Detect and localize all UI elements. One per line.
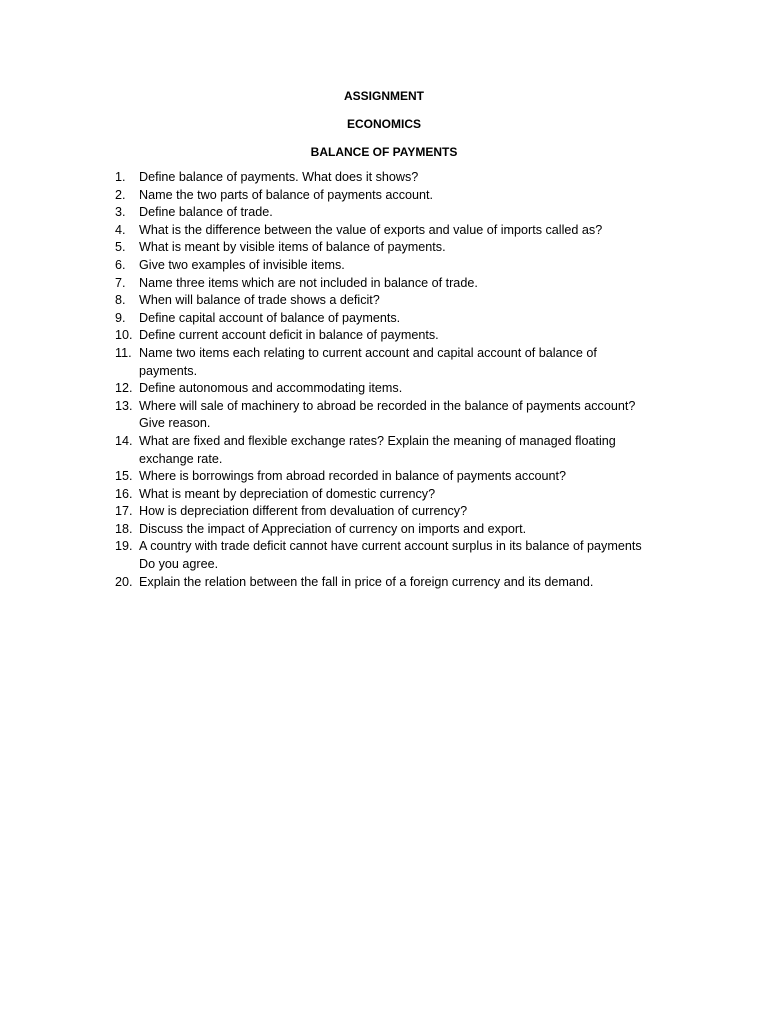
question-text-line: Where is borrowings from abroad recorded in balance of payments account? bbox=[139, 469, 567, 484]
question-text-line: Discuss the impact of Appreciation of currency on imports and export. bbox=[139, 521, 527, 536]
question-item bbox=[115, 239, 685, 257]
question-number: 12. bbox=[115, 381, 133, 396]
question-number: 17. bbox=[115, 504, 133, 519]
question-text-line: Define balance of payments. What does it shows? bbox=[139, 170, 419, 184]
question-item bbox=[115, 521, 685, 539]
question-item bbox=[115, 292, 685, 310]
question-text-line: Name the two parts of balance of payments account. bbox=[139, 187, 434, 202]
question-text-line: Define current account deficit in balance of payments. bbox=[139, 328, 439, 343]
question-text-line: What is meant by depreciation of domestic currency? bbox=[139, 486, 436, 501]
question-text-line: Where will sale of machinery to abroad be recorded in the balance of payments account? bbox=[139, 398, 636, 413]
question-number: 14. bbox=[115, 433, 133, 448]
question-item bbox=[115, 380, 685, 398]
question-text-line: Define capital account of balance of payments. bbox=[139, 310, 401, 325]
question-text-line: A country with trade deficit cannot have current account surplus in its balance of payments bbox=[139, 539, 642, 554]
question-number: 11. bbox=[115, 345, 132, 360]
question-text-line: Do you agree. bbox=[139, 557, 219, 572]
question-number: 4. bbox=[115, 222, 126, 237]
question-number: 15. bbox=[115, 469, 133, 484]
document-topic: BALANCE OF PAYMENTS bbox=[310, 145, 458, 159]
question-item bbox=[115, 169, 685, 187]
question-number: 7. bbox=[115, 275, 126, 290]
question-text-line: exchange rate. bbox=[139, 451, 223, 466]
question-number: 16. bbox=[115, 486, 133, 501]
question-text-line: Name three items which are not included in balance of trade. bbox=[139, 275, 478, 290]
question-number: 20. bbox=[115, 574, 133, 589]
question-text-line: Define autonomous and accommodating items. bbox=[139, 381, 403, 396]
question-item bbox=[115, 433, 685, 468]
question-item bbox=[115, 468, 685, 486]
question-text-line: Name two items each relating to current account and capital account of balance of bbox=[139, 345, 597, 360]
question-text-line: Define balance of trade. bbox=[139, 205, 273, 220]
question-number: 2. bbox=[115, 187, 126, 202]
document-subject: ECONOMICS bbox=[346, 117, 421, 131]
question-item bbox=[115, 327, 685, 345]
question-number: 13. bbox=[115, 398, 133, 413]
question-number: 8. bbox=[115, 293, 126, 308]
question-item bbox=[115, 398, 685, 433]
question-list bbox=[115, 169, 685, 591]
question-item bbox=[115, 257, 685, 275]
question-number: 10. bbox=[115, 328, 133, 343]
question-item bbox=[115, 574, 685, 592]
question-item bbox=[115, 310, 685, 328]
question-number: 18. bbox=[115, 521, 133, 536]
question-number: 6. bbox=[115, 257, 126, 272]
question-text-line: payments. bbox=[139, 363, 198, 378]
question-item bbox=[115, 222, 685, 240]
question-number: 19. bbox=[115, 539, 133, 554]
question-text-line: What is the difference between the value of exports and value of imports called as? bbox=[139, 222, 603, 237]
question-number: 9. bbox=[115, 310, 126, 325]
question-text-line: How is depreciation different from devaluation of currency? bbox=[139, 504, 468, 519]
question-text-line: Explain the relation between the fall in price of a foreign currency and its demand. bbox=[139, 574, 594, 589]
question-text-line: Give two examples of invisible items. bbox=[139, 257, 345, 272]
question-text-line: When will balance of trade shows a deficit? bbox=[139, 293, 380, 308]
question-item bbox=[115, 204, 685, 222]
question-text-line: What is meant by visible items of balance of payments. bbox=[139, 240, 446, 255]
question-number: 3. bbox=[115, 205, 126, 220]
question-item bbox=[115, 486, 685, 504]
question-item bbox=[115, 538, 685, 573]
question-number: 5. bbox=[115, 240, 126, 255]
question-number: 1. bbox=[115, 170, 126, 184]
question-item bbox=[115, 187, 685, 205]
document-title: ASSIGNMENT bbox=[343, 89, 424, 103]
question-text-line: What are fixed and flexible exchange rates? Explain the meaning of managed floating bbox=[139, 433, 616, 448]
question-text-line: Give reason. bbox=[139, 416, 211, 431]
question-item bbox=[115, 503, 685, 521]
question-item bbox=[115, 345, 685, 380]
question-item bbox=[115, 275, 685, 293]
